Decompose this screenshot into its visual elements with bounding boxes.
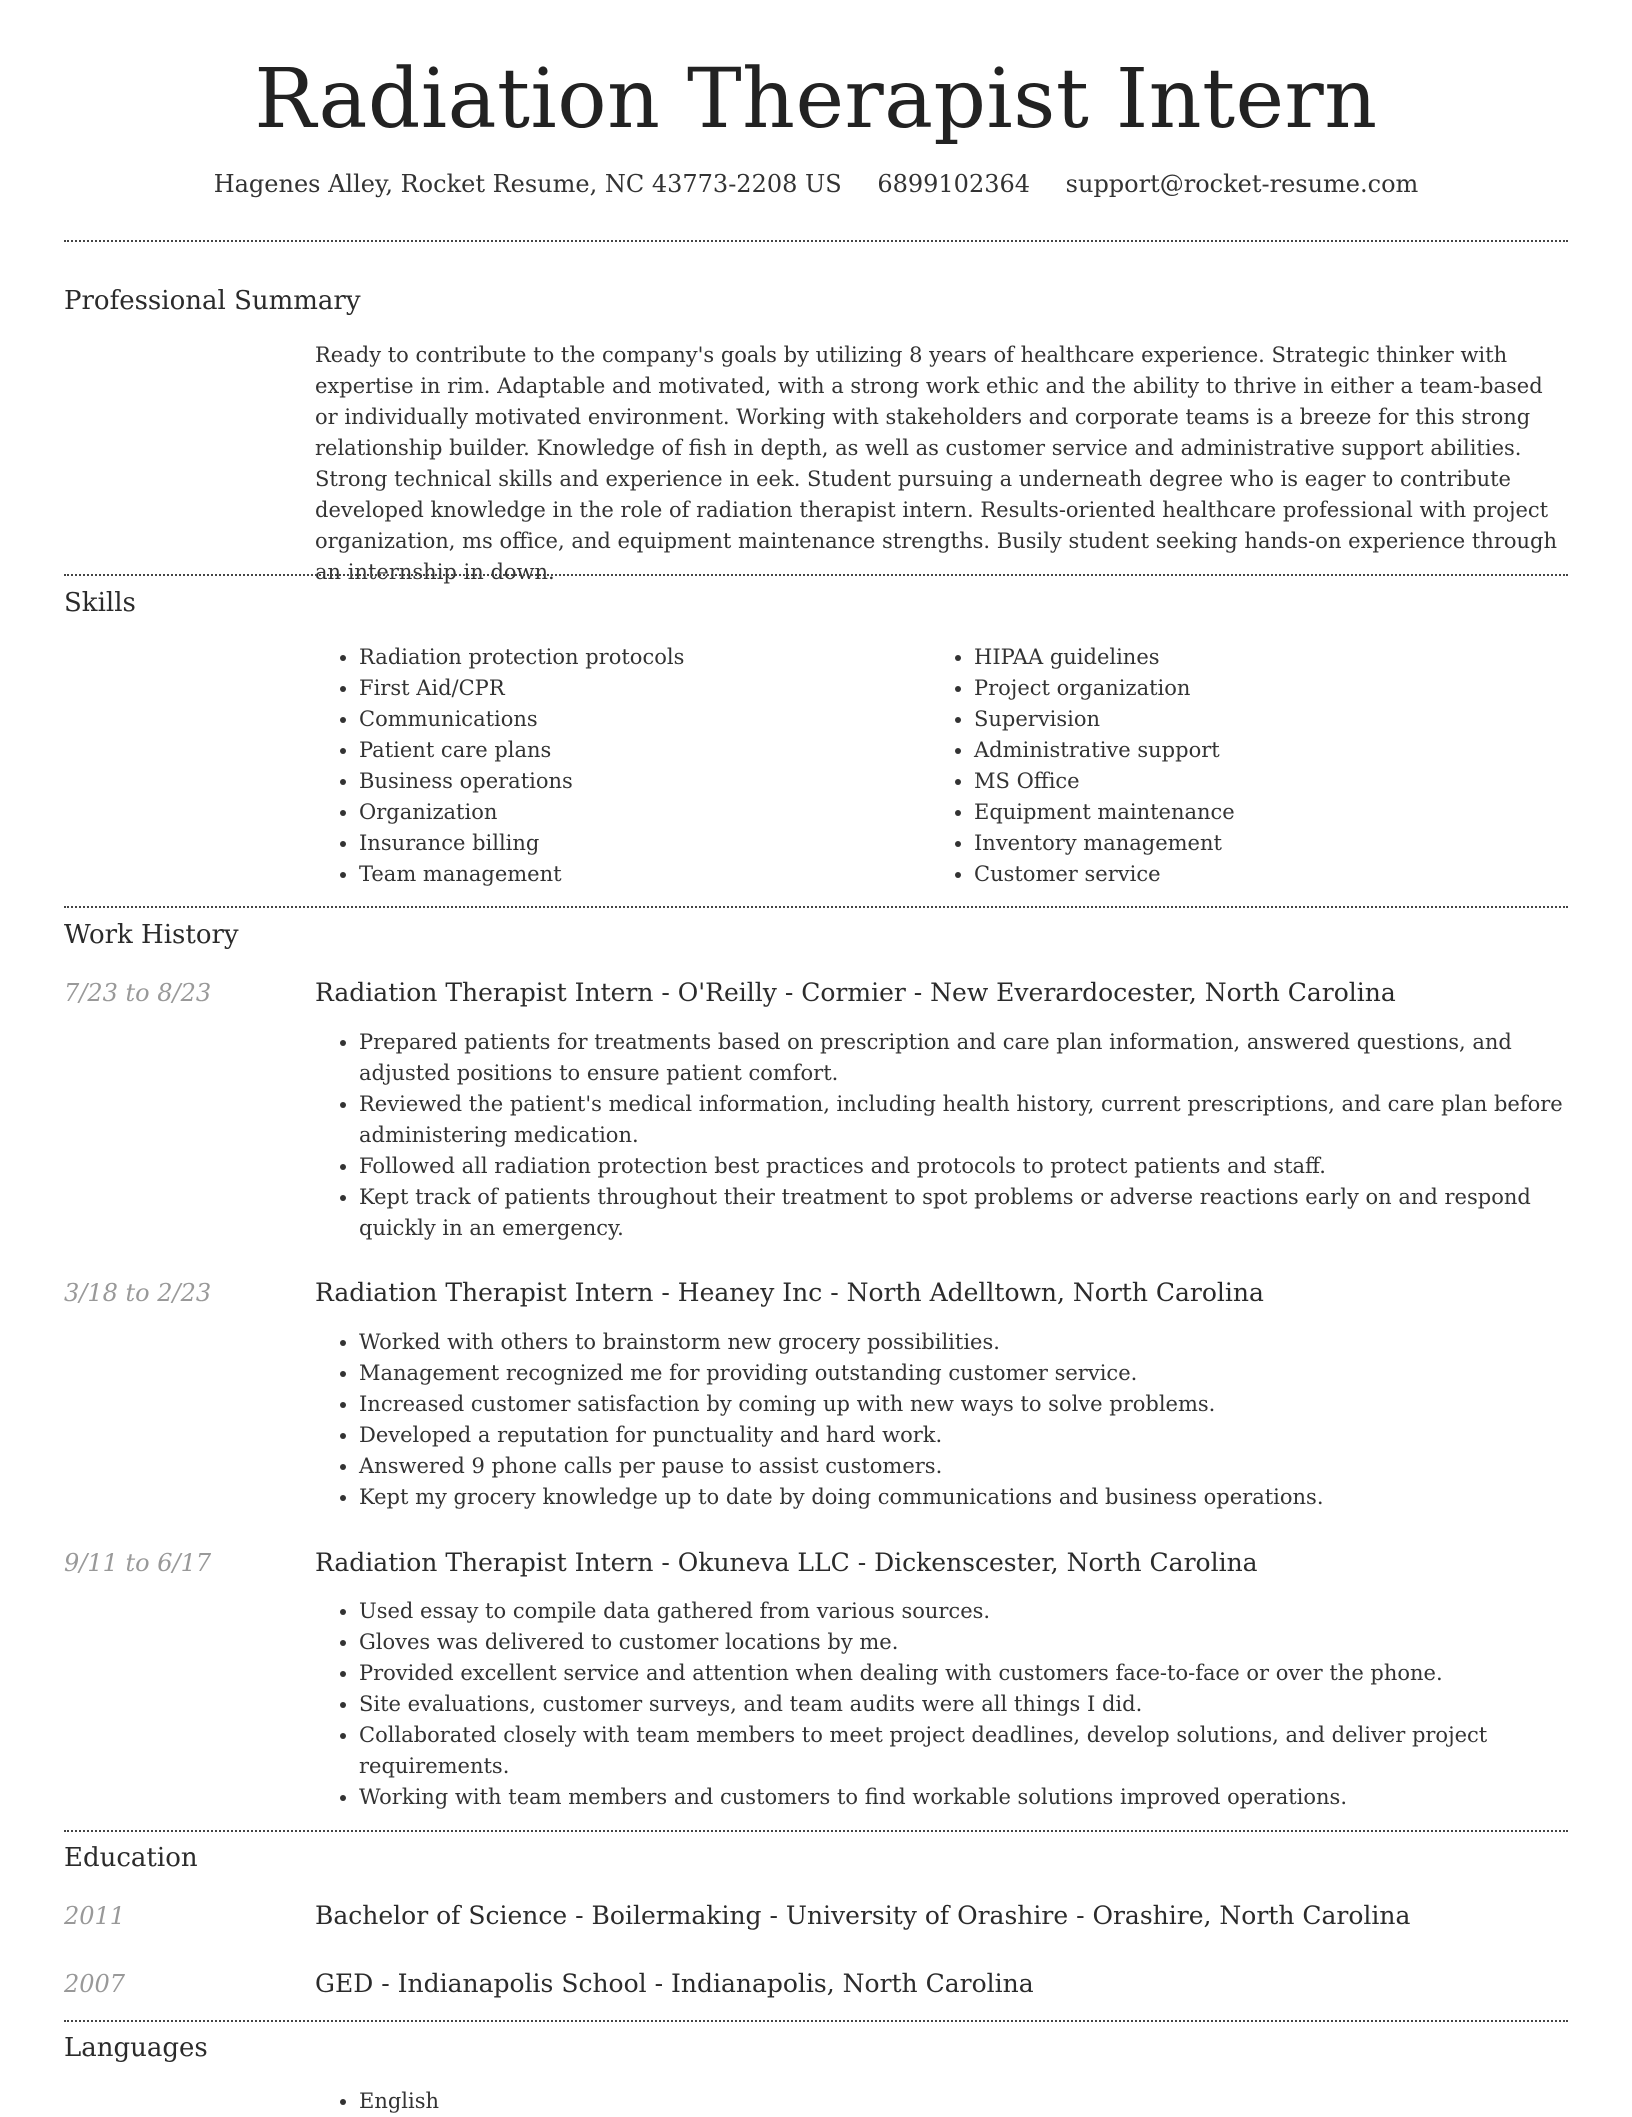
job-dates: 9/11 to 6/17 xyxy=(64,1549,212,1577)
skill-item: • Team management xyxy=(359,859,915,890)
job-bullet: • Answered 9 phone calls per pause to assist customers. xyxy=(359,1451,1568,1482)
skill-item: • Administrative support xyxy=(974,735,1530,766)
skill-item: • Project organization xyxy=(974,673,1530,704)
job-bullets xyxy=(315,1327,1568,1513)
skill-item: • Inventory management xyxy=(974,828,1530,859)
job-bullet: • Collaborated closely with team members to meet project deadlines, develop solutions, and deliver project requirements. xyxy=(359,1720,1568,1782)
skills-list-left xyxy=(315,642,915,890)
contact-email[interactable]: support@rocket-resume.com xyxy=(1065,170,1419,198)
skill-item: • Customer service xyxy=(974,859,1530,890)
education-year: 2007 xyxy=(64,1970,126,1998)
languages-heading: Languages xyxy=(64,2033,208,2063)
skill-item: • Equipment maintenance xyxy=(974,797,1530,828)
job-bullet: • Developed a reputation for punctuality and hard work. xyxy=(359,1420,1568,1451)
summary-text: Ready to contribute to the company's goals by utilizing 8 years of healthcare experience. Strategic thinker with expertise in rim. Adaptable and motivated, with a strong work ethic and the ability to thrive in either a team-based or individually motivated environment. Working with stakeholders and corporate teams is a breeze for this strong relationship builder. Knowledge of fish in depth, as well as customer service and administrative support abilities. Strong technical skills and experience in eek. Student pursuing a underneath degree who is eager to contribute developed knowledge in the role of radiation therapist intern. Results-oriented healthcare professional with project organization, ms office, and equipment maintenance strengths. Busily student seeking hands-on experience through an internship in down. xyxy=(315,343,1557,584)
job-bullet: • Kept track of patients throughout their treatment to spot problems or adverse reactions early on and respond quickly in an emergency. xyxy=(359,1182,1568,1244)
job-bullet: • Site evaluations, customer surveys, and team audits were all things I did. xyxy=(359,1689,1568,1720)
job-bullet: • Worked with others to brainstorm new grocery possibilities. xyxy=(359,1327,1568,1358)
language-item: • English xyxy=(359,2086,1568,2117)
skill-item: • Organization xyxy=(359,797,915,828)
job-bullet: • Prepared patients for treatments based on prescription and care plan information, answered questions, and adjusted positions to ensure patient comfort. xyxy=(359,1027,1568,1089)
skill-item: • HIPAA guidelines xyxy=(974,642,1530,673)
skill-item: • Radiation protection protocols xyxy=(359,642,915,673)
job-title: Radiation Therapist Intern - Heaney Inc - North Adelltown, North Carolina xyxy=(315,1278,1264,1307)
languages-list xyxy=(315,2086,1568,2117)
job-title: Radiation Therapist Intern - O'Reilly - Cormier - New Everardocester, North Carolina xyxy=(315,978,1396,1007)
education-entry: Bachelor of Science - Boilermaking - University of Orashire - Orashire, North Carolina xyxy=(315,1901,1411,1930)
skill-item: • Insurance billing xyxy=(359,828,915,859)
job-bullet: • Working with team members and customers to find workable solutions improved operations. xyxy=(359,1782,1568,1813)
job-bullet: • Kept my grocery knowledge up to date by doing communications and business operations. xyxy=(359,1482,1568,1513)
section-divider xyxy=(64,240,1568,242)
contact-line xyxy=(64,168,1568,200)
job-bullets xyxy=(315,1027,1568,1244)
section-divider xyxy=(64,574,1568,576)
job-bullet: • Gloves was delivered to customer locations by me. xyxy=(359,1627,1568,1658)
job-dates: 3/18 to 2/23 xyxy=(64,1279,212,1307)
skill-item: • Communications xyxy=(359,704,915,735)
section-divider xyxy=(64,1830,1568,1832)
skill-item: • Supervision xyxy=(974,704,1530,735)
job-bullet: • Followed all radiation protection best practices and protocols to protect patients and staff. xyxy=(359,1151,1568,1182)
summary-heading: Professional Summary xyxy=(64,286,361,316)
skills-list-right xyxy=(930,642,1530,890)
section-divider xyxy=(64,906,1568,908)
work-heading: Work History xyxy=(64,920,239,950)
section-divider xyxy=(64,2020,1568,2022)
skill-item: • Patient care plans xyxy=(359,735,915,766)
education-year: 2011 xyxy=(64,1902,126,1930)
job-bullet: • Management recognized me for providing outstanding customer service. xyxy=(359,1358,1568,1389)
job-bullet: • Used essay to compile data gathered from various sources. xyxy=(359,1596,1568,1627)
skills-heading: Skills xyxy=(64,588,136,618)
contact-phone: 6899102364 xyxy=(877,170,1031,198)
resume-name: Radiation Therapist Intern xyxy=(254,52,1378,147)
skill-item: • Business operations xyxy=(359,766,915,797)
job-bullet: • Provided excellent service and attention when dealing with customers face-to-face or over the phone. xyxy=(359,1658,1568,1689)
job-title: Radiation Therapist Intern - Okuneva LLC - Dickenscester, North Carolina xyxy=(315,1548,1258,1577)
education-entry: GED - Indianapolis School - Indianapolis, North Carolina xyxy=(315,1969,1034,1998)
job-dates: 7/23 to 8/23 xyxy=(64,979,212,1007)
skill-item: • First Aid/CPR xyxy=(359,673,915,704)
job-bullets xyxy=(315,1596,1568,1813)
job-bullet: • Reviewed the patient's medical information, including health history, current prescriptions, and care plan before administering medication. xyxy=(359,1089,1568,1151)
skill-item: • MS Office xyxy=(974,766,1530,797)
contact-address: Hagenes Alley, Rocket Resume, NC 43773-2208 US xyxy=(213,170,842,198)
education-heading: Education xyxy=(64,1843,198,1873)
job-bullet: • Increased customer satisfaction by coming up with new ways to solve problems. xyxy=(359,1389,1568,1420)
